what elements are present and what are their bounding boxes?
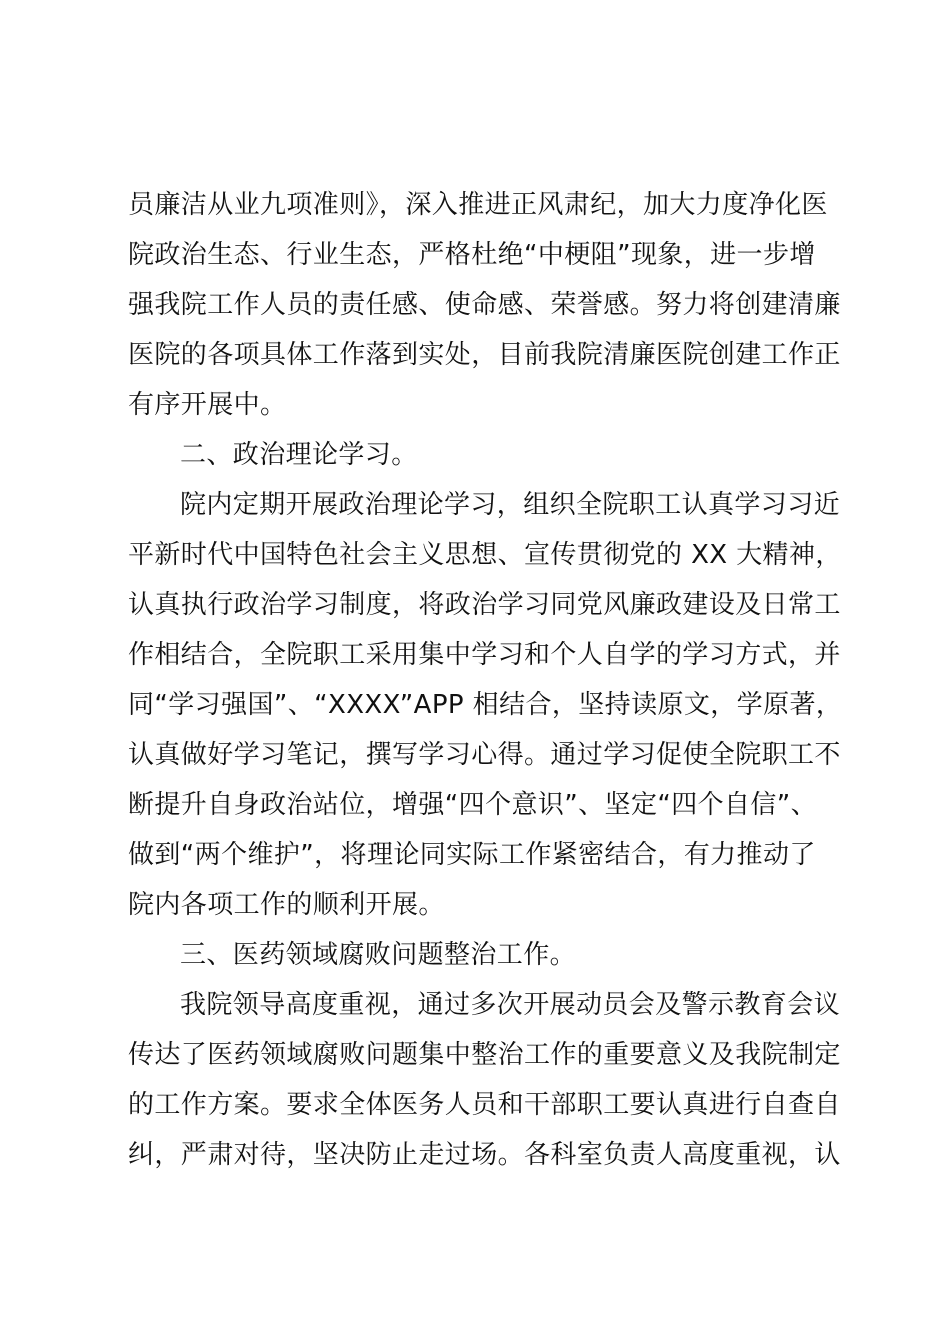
paragraph-line: 认真做好学习笔记，撰写学习心得。通过学习促使全院职工不: [128, 740, 841, 770]
paragraph-line: 平新时代中国特色社会主义思想、宣传贯彻党的 XX 大精神，: [128, 540, 842, 570]
paragraph-line: 院政治生态、行业生态，严格杜绝“中梗阻”现象，进一步增: [128, 240, 816, 270]
paragraph-line: 的工作方案。要求全体医务人员和干部职工要认真进行自查自: [128, 1090, 841, 1120]
paragraph-line: 院内定期开展政治理论学习，组织全院职工认真学习习近: [180, 490, 841, 520]
section-heading-corruption: 三、医药领域腐败问题整治工作。: [180, 940, 577, 970]
paragraph-line: 强我院工作人员的责任感、使命感、荣誉感。努力将创建清廉: [128, 290, 841, 320]
paragraph-line: 我院领导高度重视，通过多次开展动员会及警示教育会议: [180, 990, 841, 1020]
paragraph-line: 传达了医药领域腐败问题集中整治工作的重要意义及我院制定: [128, 1040, 841, 1070]
paragraph-line: 同“学习强国”、“XXXX”APP 相结合，坚持读原文，学原著，: [128, 690, 843, 720]
paragraph-line: 有序开展中。: [128, 390, 287, 420]
paragraph-line: 作相结合，全院职工采用集中学习和个人自学的学习方式，并: [128, 640, 841, 670]
paragraph-line: 做到“两个维护”，将理论同实际工作紧密结合，有力推动了: [128, 840, 816, 870]
paragraph-line: 院内各项工作的顺利开展。: [128, 890, 445, 920]
paragraph-line: 纠，严肃对待，坚决防止走过场。各科室负责人高度重视，认: [128, 1140, 841, 1170]
paragraph-line: 认真执行政治学习制度，将政治学习同党风廉政建设及日常工: [128, 590, 841, 620]
section-heading-politics: 二、政治理论学习。: [180, 440, 418, 470]
paragraph-line: 断提升自身政治站位，增强“四个意识”、坚定“四个自信”、: [128, 790, 818, 820]
paragraph-line: 医院的各项具体工作落到实处，目前我院清廉医院创建工作正: [128, 340, 841, 370]
paragraph-line: 员廉洁从业九项准则》，深入推进正风肃纪，加大力度净化医: [128, 190, 828, 220]
